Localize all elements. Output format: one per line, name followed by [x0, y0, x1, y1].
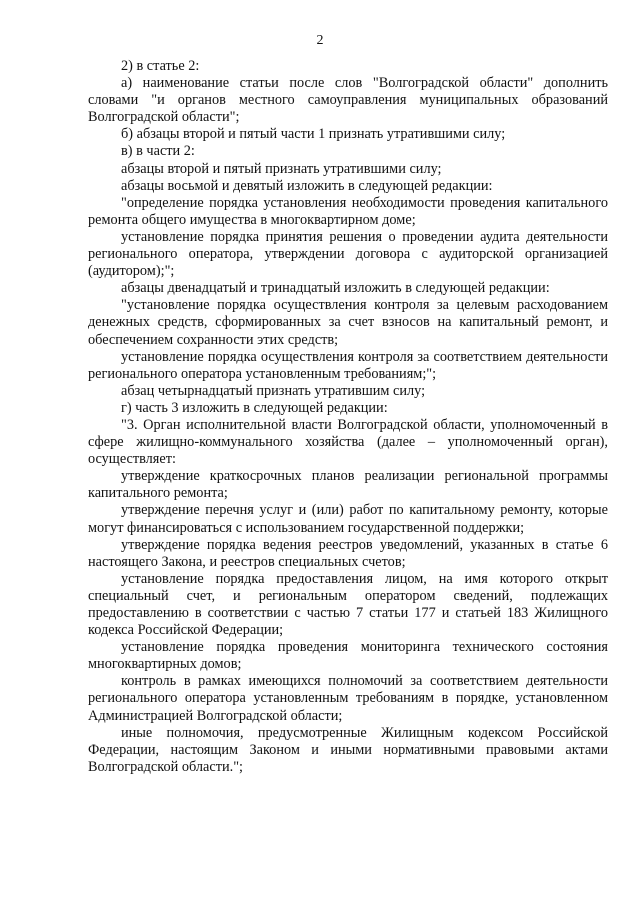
document-body — [88, 58, 608, 776]
paragraph: абзац четырнадцатый признать утратившим силу; — [121, 382, 426, 399]
paragraph-quoted: "определение порядка установления необходимости проведения капитального ремонта общего имущества в многоквартирном доме; — [88, 194, 608, 228]
page-number: 2 — [316, 33, 324, 48]
paragraph-item-v: в) в части 2: — [121, 143, 195, 160]
paragraph-quoted: установление порядка принятия решения о проведении аудита деятельности регионального оператора, утверждении договора с аудиторской организацией (аудитором);"; — [88, 228, 608, 280]
paragraph-quoted: "установление порядка осуществления контроля за целевым расходованием денежных средств, сформированных за счет взносов на капитальный ремонт, и обеспечением сохранности этих средств; — [88, 297, 608, 348]
paragraph-article-2-heading: 2) в статье 2: — [121, 58, 200, 74]
paragraph-item-g: г) часть 3 изложить в следующей редакции: — [121, 399, 388, 416]
paragraph: абзацы восьмой и девятый изложить в следующей редакции: — [121, 177, 493, 194]
paragraph-power: иные полномочия, предусмотренные Жилищным кодексом Российской Федерации, настоящим Законом и иными нормативными правовыми актами Волгоградской области."; — [88, 724, 608, 775]
paragraph-power: утверждение краткосрочных планов реализации региональной программы капитального ремонта; — [88, 468, 608, 502]
paragraph-power: установление порядка предоставления лицом, на имя которого открыт специальный счет, и региональным оператором сведений, подлежащих предоставлению в соответствии с частью 7 статьи 177 и статьей 183 Жилищного кодекса Российской Федерации; — [88, 570, 608, 639]
paragraph-power: утверждение перечня услуг и (или) работ по капитальному ремонту, которые могут финансироваться с использованием государственной поддержки; — [88, 502, 608, 536]
paragraph-power: контроль в рамках имеющихся полномочий за соответствием деятельности регионального оператора установленным требованиям в порядке, установленном Администрацией Волгоградской области; — [88, 673, 608, 724]
paragraph-quoted: установление порядка осуществления контроля за соответствием деятельности регионального оператора установленным требованиям;"; — [88, 348, 608, 382]
paragraph-power: утверждение порядка ведения реестров уведомлений, указанных в статье 6 настоящего Закона, и реестров специальных счетов; — [88, 536, 608, 570]
paragraph-part-3: "3. Орган исполнительной власти Волгоградской области, уполномоченный в сфере жилищно-коммунального хозяйства (далее – уполномоченный орган), осуществляет: — [88, 416, 608, 468]
paragraph: абзацы двенадцатый и тринадцатый изложить в следующей редакции: — [121, 280, 550, 297]
paragraph-item-a: а) наименование статьи после слов "Волгоградской области" дополнить словами "и органов местного самоуправления муниципальных образований Волгоградской области"; — [88, 75, 608, 126]
paragraph-power: установление порядка проведения мониторинга технического состояния многоквартирных домов; — [88, 639, 608, 673]
paragraph-item-b: б) абзацы второй и пятый части 1 признать утратившими силу; — [121, 126, 506, 143]
paragraph: абзацы второй и пятый признать утратившими силу; — [121, 160, 442, 177]
